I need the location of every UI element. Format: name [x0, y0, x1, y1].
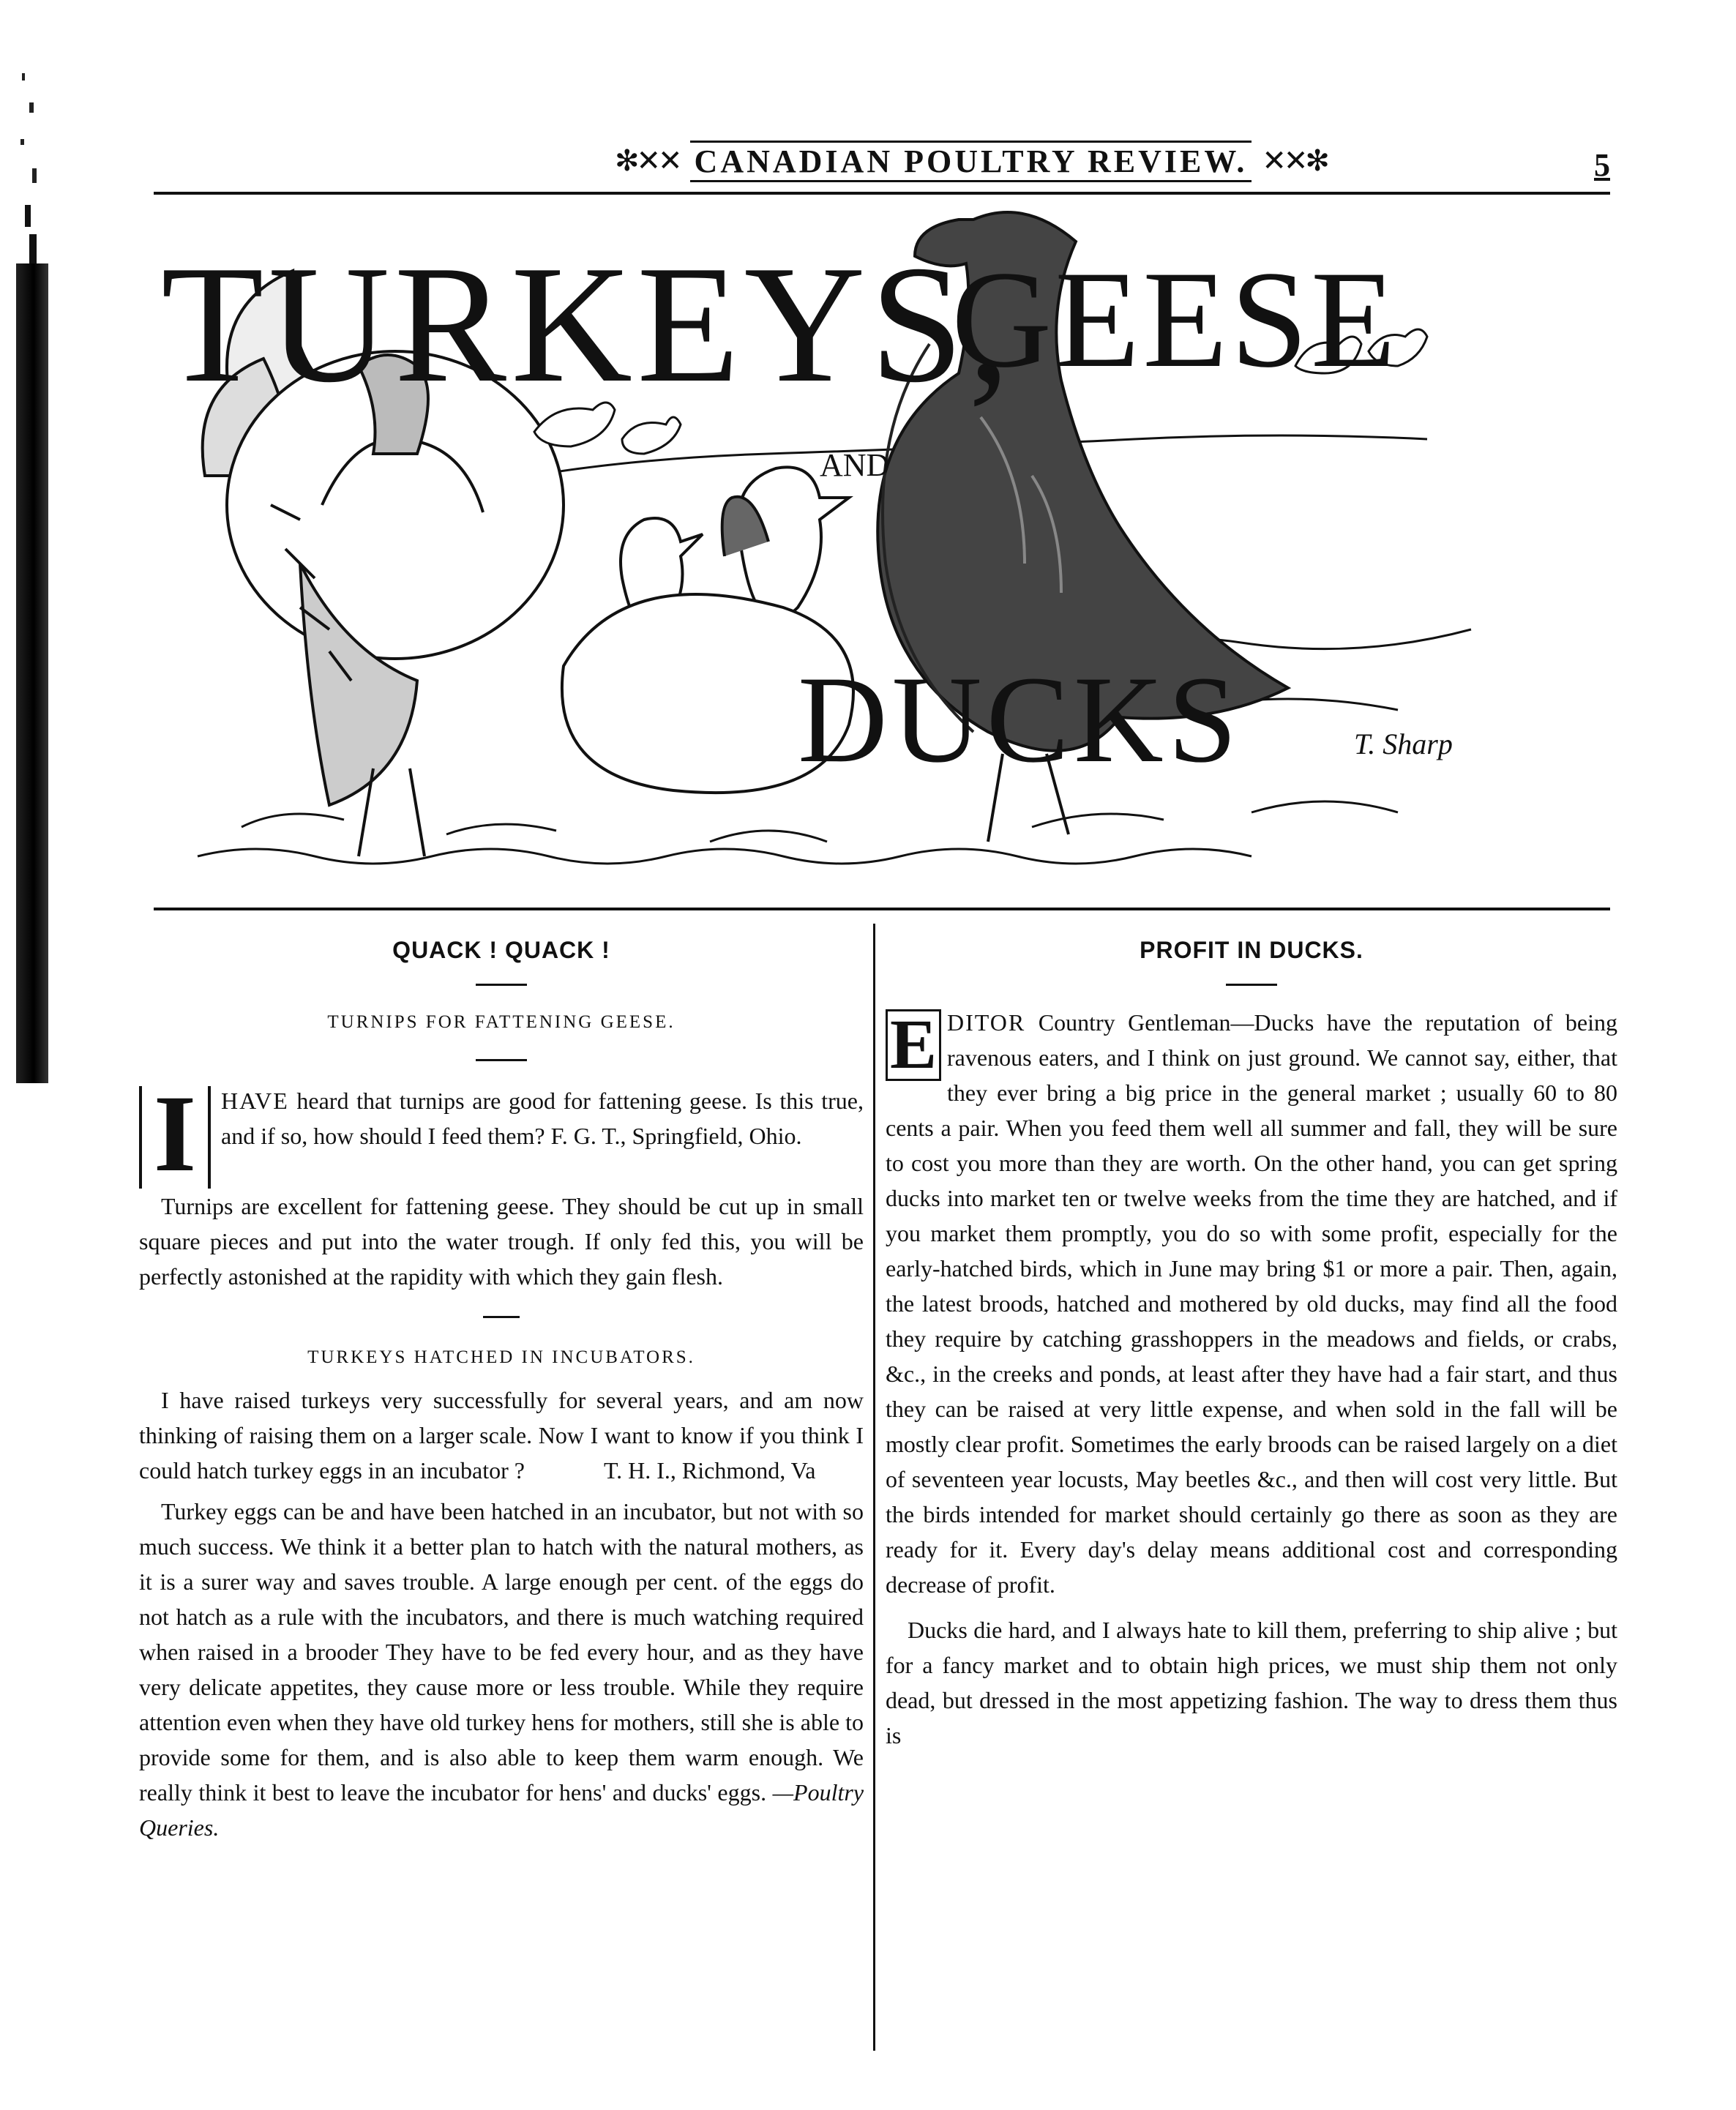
artist-signature: T. Sharp [1354, 727, 1453, 760]
article-source: —Poultry Queries. [139, 1779, 864, 1841]
masthead-ornament-left: ✻✕✕ [615, 144, 680, 178]
poultry-engraving [154, 198, 1610, 900]
incubator-question [139, 1383, 864, 1488]
masthead-ornament-right: ✕✕✻ [1262, 144, 1327, 178]
section-rule [154, 908, 1610, 910]
incubator-question-signature: T. H. I., Richmond, Va [603, 1457, 816, 1484]
subheading-rule [476, 1059, 527, 1061]
article-separator [483, 1316, 520, 1318]
left-column-heading: QUACK ! QUACK ! [392, 937, 610, 963]
turnips-question [139, 1073, 864, 1194]
incubator-question-text: I have raised turkeys very successfully for several years, and am now thinking of raising them on a larger scale. Now I want to know if you think I could hatch turkey eggs in an incubator ? [139, 1387, 864, 1484]
article-subheading-2: TURKEYS HATCHED IN INCUBATORS. [307, 1347, 695, 1367]
question-text: heard that turnips are good for fattening geese. Is this true, and if so, how should I feed them? [221, 1088, 864, 1149]
question-signature: F. G. T., Springfield, Ohio. [550, 1123, 802, 1149]
header-rule [154, 192, 1610, 195]
right-column [886, 937, 1617, 1753]
paragraph2-text: Ducks die hard, and I always hate to kill them, preferring to ship alive ; but for a fancy market and to obtain high prices, we must ship them not only dead, but dressed in the most appetizing fashion. The way to dress them thus is [886, 1617, 1617, 1748]
left-column [139, 937, 864, 1845]
column-divider [873, 924, 875, 2051]
page-number: 5 [1594, 147, 1610, 183]
incubator-answer [139, 1494, 864, 1845]
right-column-heading: PROFIT IN DUCKS. [1140, 937, 1363, 963]
title-and: AND [820, 447, 890, 483]
scan-specks [0, 59, 51, 263]
title-geese: GEESE [951, 243, 1399, 397]
dropcap-letter: I [139, 1086, 211, 1189]
publication-title: CANADIAN POULTRY REVIEW. [690, 141, 1252, 182]
title-turkeys: TURKEYS, [161, 231, 1015, 417]
question-first-word: HAVE [221, 1088, 289, 1114]
paragraph1-first-word: DITOR [947, 1009, 1026, 1036]
heading-rule-right [1226, 984, 1277, 986]
title-ducks: DUCKS [798, 651, 1242, 788]
scan-edge [0, 59, 51, 1069]
heading-rule [476, 984, 527, 986]
dropcap-letter-e: E [886, 1009, 941, 1081]
paragraph1-text: Country Gentleman—Ducks have the reputation of being ravenous eaters, and I think on just ground. We cannot say, either, that they ever bring a big price in the general market ; usually 60 to 80 cents a pair. When you feed them well all summer and fall, they will be sure to cost you more than they are worth. On the other hand, you can get spring ducks into market ten or twelve weeks from the time they are hatched, and if you market them promptly, you do so with some profit, especially for the early-hatched birds, which in June may bring $1 or more a pair. Then, again, the latest broods, hatched and mothered by old ducks, may find all the food they require by catching grasshoppers in the meadows and fields, or crabs, &c., in the creeks and ponds, at least after they have had a fair start, and thus they can be raised at very little expense, and when sold in the fall will be mostly clear profit. Sometimes the early broods can be raised largely on a diet of seventeen year locusts, May beetles &c., and then will cost very little. But the birds intended for market should certainly go there as soon as they are ready for it. Every day's delay means additional cost and corresponding decrease of profit. [886, 1009, 1618, 1598]
article-subheading: TURNIPS FOR FATTENING GEESE. [327, 1012, 676, 1032]
turnips-answer: Turnips are excellent for fattening geese. They should be cut up in small square pieces and put into the water trough. If only fed this, you will be perfectly astonished at the rapidity with which they gain flesh. [139, 1193, 864, 1290]
masthead [154, 132, 1610, 198]
profit-article [886, 1005, 1617, 1753]
poultry-illustration [154, 198, 1610, 900]
incubator-answer-text: Turkey eggs can be and have been hatched in an incubator, but not with so much success. We think it a better plan to hatch with the natural mothers, as it is a surer way and saves trouble. A large enough per cent. of the eggs do not hatch as a rule with the incubators, and there is much watching required when raised in a brooder They have to be fed every hour, and as they have very delicate appetites, they cause more or less trouble. While they require attention even when they have old turkey hens for mothers, still she is able to provide some for them, and is also able to keep them warm enough. We really think it best to leave the incubator for hens' and ducks' eggs. [139, 1498, 864, 1806]
